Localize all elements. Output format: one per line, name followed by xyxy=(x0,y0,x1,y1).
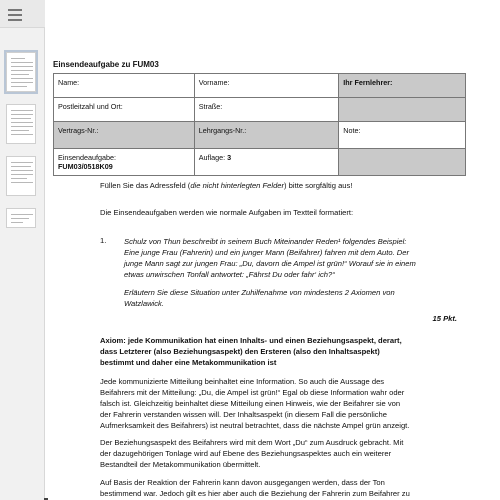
plz-cell[interactable] xyxy=(54,98,195,122)
fill-instruction-text-2: ) bitte sorgfältig aus! xyxy=(284,181,353,190)
page-thumbnail-1[interactable] xyxy=(6,52,36,92)
vertrag-label: Vertrags-Nr.: xyxy=(58,126,99,135)
auflage-label: Auflage: xyxy=(198,153,226,162)
task-line: junge Mann sagt zur jungen Frau: „Du, davorn die Ampel ist grün!“ Worauf sie in einem xyxy=(124,259,416,268)
strasse-label: Straße: xyxy=(198,102,223,111)
vorname-cell[interactable] xyxy=(194,74,339,98)
task-instruction xyxy=(124,287,469,309)
task-instruction-line: Erläutern Sie diese Situation unter Zuhilfenahme von mindestens 2 Axiomen von xyxy=(124,288,395,297)
task-text xyxy=(124,236,469,280)
note-label: Note: xyxy=(343,126,361,135)
axiom-line: Axiom: jede Kommunikation hat einen Inhalts- und einen Beziehungsaspekt, derart, xyxy=(100,336,402,345)
task-line: etwas unwirschen Tonfall antwortet: „Fährst Du oder fahr‘ ich?“ xyxy=(124,270,335,279)
fill-instruction-italic: die nicht hinterlegten Felder xyxy=(190,181,285,190)
paragraph-line: Der Beziehungsaspekt des Beifahrers wird mit dem Wort „Du“ zum Ausdruck gebracht. Mit xyxy=(100,438,404,447)
strasse-cell[interactable] xyxy=(194,98,339,122)
lehrgang-label: Lehrgangs-Nr.: xyxy=(198,126,247,135)
fernlehrer-blank-cell xyxy=(339,98,466,122)
auflage-cell xyxy=(194,149,339,176)
paragraph-line: Jede kommunizierte Mitteilung beinhaltet eine Information. So auch die Aussage des xyxy=(100,377,385,386)
paragraph-3 xyxy=(100,477,472,499)
fernlehrer-cell xyxy=(339,74,466,98)
note-cell xyxy=(339,122,466,149)
fill-instruction-text-1: Füllen Sie das Adressfeld ( xyxy=(100,181,191,190)
task-number: 1. xyxy=(100,236,107,245)
paragraph-1 xyxy=(100,376,472,431)
paragraph-line: falsch ist. Gleichzeitig beinhaltet diese Mitteilung einen Hinweis, wie der Beifahrer sie von xyxy=(100,399,401,408)
fernlehrer-label: Ihr Fernlehrer: xyxy=(343,78,393,87)
document-heading: Einsendeaufgabe zu FUM03 xyxy=(53,60,159,69)
paragraph-line: der Fahrerin verstanden wissen will. Der Inhaltsaspekt (in diesem Fall die persönliche xyxy=(100,410,388,419)
points-label: 15 Pkt. xyxy=(432,314,457,323)
einsendeaufgabe-value: FUM03/0518K09 xyxy=(58,162,113,171)
lehrgang-cell xyxy=(194,122,339,149)
axiom-heading xyxy=(100,335,460,368)
name-cell[interactable] xyxy=(54,74,195,98)
task-line: Eine junge Frau (Fahrerin) und ein junger Mann (Beifahrer) fahren mit dem Auto. Der xyxy=(124,248,410,257)
paragraph-line: Aufmerksamkeit des Beifahrers) ist neutral betrachtet, dass die nächste Ampel grün anzeigt. xyxy=(100,421,410,430)
plz-label: Postleitzahl und Ort: xyxy=(58,102,123,111)
axiom-line: dass Letzterer (also Beziehungsaspekt) den Ersteren (also den Inhaltsaspekt) xyxy=(100,347,380,356)
axiom-line: bestimmt und daher eine Metakommunikation ist xyxy=(100,358,277,367)
note-blank-cell xyxy=(339,149,466,176)
einsendeaufgabe-label: Einsendeaufgabe: xyxy=(58,153,116,162)
vertrag-cell xyxy=(54,122,195,149)
task-line: Schulz von Thun beschreibt in seinem Buch Miteinander Reden¹ folgendes Beispiel: xyxy=(124,237,407,246)
paragraph-2 xyxy=(100,437,472,470)
page-thumbnail-4[interactable] xyxy=(6,208,36,228)
vorname-label: Vorname: xyxy=(198,78,230,87)
paragraph-line: Beifahrers mit der Mitteilung: „Du, die Ampel ist grün!“ Egal ob diese Information wahr oder xyxy=(100,388,405,397)
page-thumbnail-2[interactable] xyxy=(6,104,36,144)
paragraph-line: der dazugehörigen Tonlage wird auf Ebene des Beziehungsaspektes auch ein weiterer xyxy=(100,449,392,458)
paragraph-line: Bestandteil der Metakommunikation übermittelt. xyxy=(100,460,261,469)
paragraph-line: Auf Basis der Reaktion der Fahrerin kann davon ausgegangen werden, dass der Ton xyxy=(100,478,385,487)
sidebar-toolbar xyxy=(0,0,45,28)
task-instruction-line: Watzlawick. xyxy=(124,299,164,308)
address-form-table xyxy=(53,73,466,176)
format-note: Die Einsendeaufgaben werden wie normale Aufgaben im Textteil formatiert: xyxy=(100,208,354,217)
auflage-value: 3 xyxy=(227,153,232,162)
fill-instruction xyxy=(100,180,352,191)
page-thumbnail-3[interactable] xyxy=(6,156,36,196)
paragraph-line: bestimmend war. Jedoch gilt es hier aber auch die Beziehung der Fahrerin zum Beifahrer zu xyxy=(100,489,410,498)
page-thumbnail-sidebar xyxy=(0,0,45,500)
name-label: Name: xyxy=(58,78,80,87)
einsendeaufgabe-cell xyxy=(54,149,195,176)
